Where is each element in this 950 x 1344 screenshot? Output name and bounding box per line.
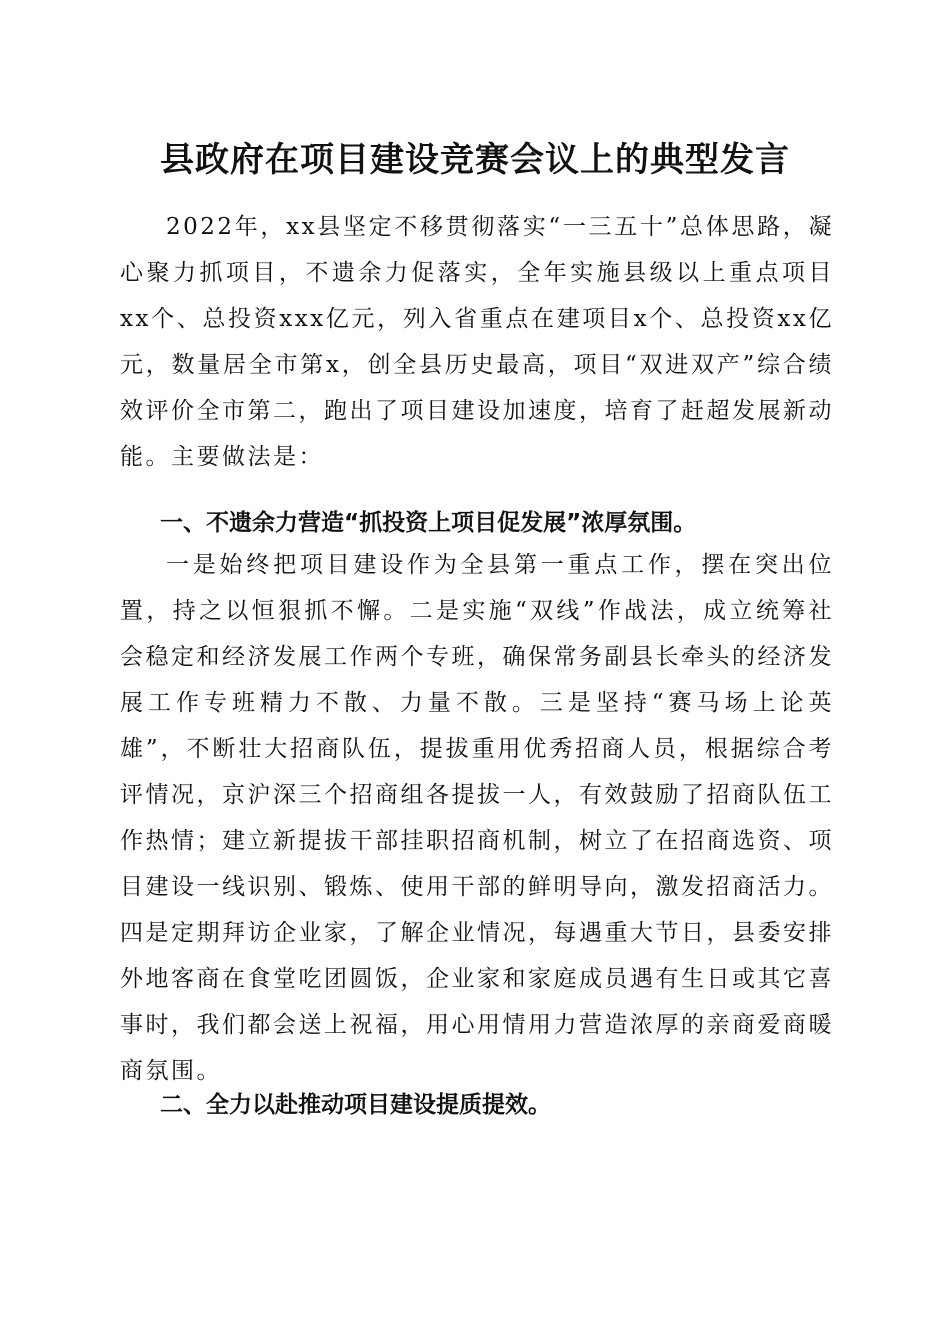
section-heading-1: 一、不遗余力营造“抓投资上项目促发展”浓厚氛围。	[160, 510, 697, 536]
section-1-paragraph: 一是始终把项目建设作为全县第一重点工作，摆在突出位置，持之以恒狠抓不懈。二是实施“双线”作战法，成立统筹社会稳定和经济发展工作两个专班，确保常务副县长牵头的经济发展工作专班精力不散、力量不散。三是坚持“赛马场上论英雄”，不断壮大招商队伍，提拔重用优秀招商人员，根据综合考评情况，京沪深三个招商组各提拔一人，有效鼓励了招商队伍工作热情；建立新提拔干部挂职招商机制，树立了在招商选资、项目建设一线识别、锻炼、使用干部的鲜明导向，激发招商活力。四是定期拜访企业家，了解企业情况，每遇重大节日，县委安排外地客商在食堂吃团圆饭，企业家和家庭成员遇有生日或其它喜事时，我们都会送上祝福，用心用情用力营造浓厚的亲商爱商暖商氛围。	[120, 552, 834, 1084]
section-heading-2: 二、全力以赴推动项目建设提质提效。	[160, 1092, 551, 1118]
intro-paragraph: 2022年，xx县坚定不移贯彻落实“一三五十”总体思路，凝心聚力抓项目，不遗余力促落实，全年实施县级以上重点项目xx个、总投资xxx亿元，列入省重点在建项目x个、总投资xx亿元，数量居全市第x，创全县历史最高，项目“双进双产”综合绩效评价全市第二，跑出了项目建设加速度，培育了赶超发展新动能。主要做法是：	[120, 214, 834, 470]
document-title: 县政府在项目建设竞赛会议上的典型发言	[160, 140, 790, 180]
